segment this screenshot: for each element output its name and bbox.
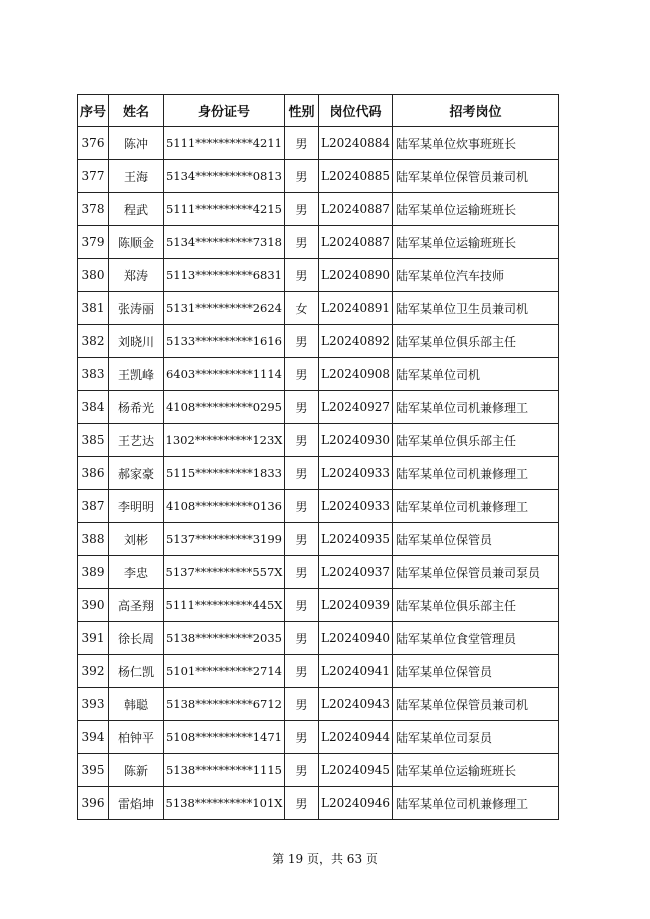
cell-post-code: L20240887 — [319, 226, 393, 259]
table-row — [78, 358, 559, 391]
cell-gender: 男 — [285, 721, 319, 754]
cell-gender: 男 — [285, 358, 319, 391]
cell-id-number: 5138**********1115 — [164, 754, 285, 787]
cell-gender: 男 — [285, 457, 319, 490]
cell-name: 陈顺金 — [109, 226, 164, 259]
cell-gender: 男 — [285, 754, 319, 787]
cell-id-number: 5138**********101X — [164, 787, 285, 820]
cell-id-number: 6403**********1114 — [164, 358, 285, 391]
cell-name: 陈新 — [109, 754, 164, 787]
cell-position: 陆军某单位运输班班长 — [393, 754, 559, 787]
header-name: 姓名 — [109, 95, 164, 127]
cell-id-number: 1302**********123X — [164, 424, 285, 457]
cell-seq: 382 — [78, 325, 109, 358]
cell-name: 郑涛 — [109, 259, 164, 292]
cell-gender: 男 — [285, 787, 319, 820]
cell-name: 刘彬 — [109, 523, 164, 556]
cell-post-code: L20240945 — [319, 754, 393, 787]
cell-name: 李忠 — [109, 556, 164, 589]
table-row — [78, 556, 559, 589]
cell-post-code: L20240885 — [319, 160, 393, 193]
cell-post-code: L20240933 — [319, 490, 393, 523]
cell-post-code: L20240884 — [319, 127, 393, 160]
cell-name: 王海 — [109, 160, 164, 193]
table-row — [78, 655, 559, 688]
cell-post-code: L20240935 — [319, 523, 393, 556]
cell-gender: 男 — [285, 226, 319, 259]
cell-post-code: L20240908 — [319, 358, 393, 391]
cell-name: 杨仁凯 — [109, 655, 164, 688]
cell-seq: 385 — [78, 424, 109, 457]
cell-post-code: L20240937 — [319, 556, 393, 589]
table-header-row — [78, 95, 559, 127]
cell-position: 陆军某单位保管员兼司机 — [393, 160, 559, 193]
cell-position: 陆军某单位卫生员兼司机 — [393, 292, 559, 325]
cell-id-number: 4108**********0295 — [164, 391, 285, 424]
cell-seq: 388 — [78, 523, 109, 556]
cell-gender: 男 — [285, 127, 319, 160]
cell-id-number: 5131**********2624 — [164, 292, 285, 325]
cell-gender: 男 — [285, 424, 319, 457]
cell-post-code: L20240944 — [319, 721, 393, 754]
cell-id-number: 5113**********6831 — [164, 259, 285, 292]
cell-gender: 男 — [285, 589, 319, 622]
cell-seq: 387 — [78, 490, 109, 523]
cell-post-code: L20240939 — [319, 589, 393, 622]
cell-position: 陆军某单位食堂管理员 — [393, 622, 559, 655]
cell-position: 陆军某单位保管员兼司泵员 — [393, 556, 559, 589]
cell-seq: 380 — [78, 259, 109, 292]
cell-name: 刘晓川 — [109, 325, 164, 358]
cell-gender: 男 — [285, 391, 319, 424]
cell-post-code: L20240930 — [319, 424, 393, 457]
cell-seq: 386 — [78, 457, 109, 490]
cell-gender: 男 — [285, 556, 319, 589]
cell-seq: 379 — [78, 226, 109, 259]
cell-position: 陆军某单位运输班班长 — [393, 226, 559, 259]
cell-seq: 384 — [78, 391, 109, 424]
cell-gender: 男 — [285, 622, 319, 655]
cell-name: 程武 — [109, 193, 164, 226]
header-id-number: 身份证号 — [164, 95, 285, 127]
cell-position: 陆军某单位汽车技师 — [393, 259, 559, 292]
cell-gender: 男 — [285, 490, 319, 523]
cell-position: 陆军某单位保管员 — [393, 655, 559, 688]
cell-name: 李明明 — [109, 490, 164, 523]
cell-position: 陆军某单位俱乐部主任 — [393, 424, 559, 457]
cell-position: 陆军某单位俱乐部主任 — [393, 589, 559, 622]
cell-id-number: 5101**********2714 — [164, 655, 285, 688]
table-row — [78, 721, 559, 754]
page-number: 第 19 页，共 63 页 — [272, 852, 378, 866]
cell-position: 陆军某单位司机兼修理工 — [393, 457, 559, 490]
cell-name: 徐长周 — [109, 622, 164, 655]
cell-gender: 男 — [285, 193, 319, 226]
cell-id-number: 5138**********6712 — [164, 688, 285, 721]
cell-name: 张涛丽 — [109, 292, 164, 325]
cell-name: 柏钟平 — [109, 721, 164, 754]
header-seq: 序号 — [78, 95, 109, 127]
cell-position: 陆军某单位司机兼修理工 — [393, 490, 559, 523]
table-row — [78, 622, 559, 655]
cell-id-number: 5111**********4215 — [164, 193, 285, 226]
cell-post-code: L20240946 — [319, 787, 393, 820]
cell-gender: 男 — [285, 160, 319, 193]
header-gender: 性别 — [285, 95, 319, 127]
cell-seq: 389 — [78, 556, 109, 589]
table-row — [78, 688, 559, 721]
cell-gender: 男 — [285, 259, 319, 292]
cell-id-number: 4108**********0136 — [164, 490, 285, 523]
cell-position: 陆军某单位保管员兼司机 — [393, 688, 559, 721]
cell-seq: 381 — [78, 292, 109, 325]
table-row — [78, 490, 559, 523]
cell-position: 陆军某单位运输班班长 — [393, 193, 559, 226]
cell-post-code: L20240927 — [319, 391, 393, 424]
cell-post-code: L20240891 — [319, 292, 393, 325]
cell-gender: 男 — [285, 688, 319, 721]
cell-post-code: L20240940 — [319, 622, 393, 655]
cell-seq: 383 — [78, 358, 109, 391]
cell-id-number: 5111**********4211 — [164, 127, 285, 160]
table-row — [78, 589, 559, 622]
cell-gender: 女 — [285, 292, 319, 325]
cell-id-number: 5133**********1616 — [164, 325, 285, 358]
table-row — [78, 193, 559, 226]
cell-gender: 男 — [285, 325, 319, 358]
cell-seq: 392 — [78, 655, 109, 688]
table-row — [78, 787, 559, 820]
cell-position: 陆军某单位炊事班班长 — [393, 127, 559, 160]
cell-position: 陆军某单位司机兼修理工 — [393, 787, 559, 820]
cell-position: 陆军某单位保管员 — [393, 523, 559, 556]
cell-name: 杨希光 — [109, 391, 164, 424]
table-row — [78, 160, 559, 193]
table-row — [78, 523, 559, 556]
cell-name: 王艺达 — [109, 424, 164, 457]
cell-post-code: L20240943 — [319, 688, 393, 721]
cell-position: 陆军某单位司泵员 — [393, 721, 559, 754]
table-row — [78, 226, 559, 259]
cell-name: 韩聪 — [109, 688, 164, 721]
table-row — [78, 457, 559, 490]
cell-post-code: L20240933 — [319, 457, 393, 490]
cell-seq: 396 — [78, 787, 109, 820]
cell-name: 郝家豪 — [109, 457, 164, 490]
cell-id-number: 5138**********2035 — [164, 622, 285, 655]
table-row — [78, 325, 559, 358]
cell-id-number: 5137**********557X — [164, 556, 285, 589]
table-row — [78, 127, 559, 160]
cell-id-number: 5111**********445X — [164, 589, 285, 622]
cell-position: 陆军某单位司机兼修理工 — [393, 391, 559, 424]
cell-id-number: 5115**********1833 — [164, 457, 285, 490]
cell-seq: 377 — [78, 160, 109, 193]
header-position: 招考岗位 — [393, 95, 559, 127]
cell-position: 陆军某单位俱乐部主任 — [393, 325, 559, 358]
table-row — [78, 424, 559, 457]
cell-id-number: 5134**********7318 — [164, 226, 285, 259]
cell-post-code: L20240887 — [319, 193, 393, 226]
table-row — [78, 259, 559, 292]
cell-name: 高圣翔 — [109, 589, 164, 622]
table-row — [78, 391, 559, 424]
cell-post-code: L20240892 — [319, 325, 393, 358]
cell-seq: 391 — [78, 622, 109, 655]
cell-post-code: L20240941 — [319, 655, 393, 688]
cell-post-code: L20240890 — [319, 259, 393, 292]
cell-name: 王凯峰 — [109, 358, 164, 391]
cell-name: 陈冲 — [109, 127, 164, 160]
table-row — [78, 754, 559, 787]
cell-gender: 男 — [285, 523, 319, 556]
cell-id-number: 5137**********3199 — [164, 523, 285, 556]
cell-id-number: 5108**********1471 — [164, 721, 285, 754]
cell-seq: 390 — [78, 589, 109, 622]
candidate-table — [77, 94, 559, 820]
header-post-code: 岗位代码 — [319, 95, 393, 127]
cell-position: 陆军某单位司机 — [393, 358, 559, 391]
cell-id-number: 5134**********0813 — [164, 160, 285, 193]
cell-seq: 394 — [78, 721, 109, 754]
cell-seq: 376 — [78, 127, 109, 160]
cell-seq: 378 — [78, 193, 109, 226]
cell-seq: 395 — [78, 754, 109, 787]
cell-gender: 男 — [285, 655, 319, 688]
table-row — [78, 292, 559, 325]
cell-name: 雷焰坤 — [109, 787, 164, 820]
cell-seq: 393 — [78, 688, 109, 721]
